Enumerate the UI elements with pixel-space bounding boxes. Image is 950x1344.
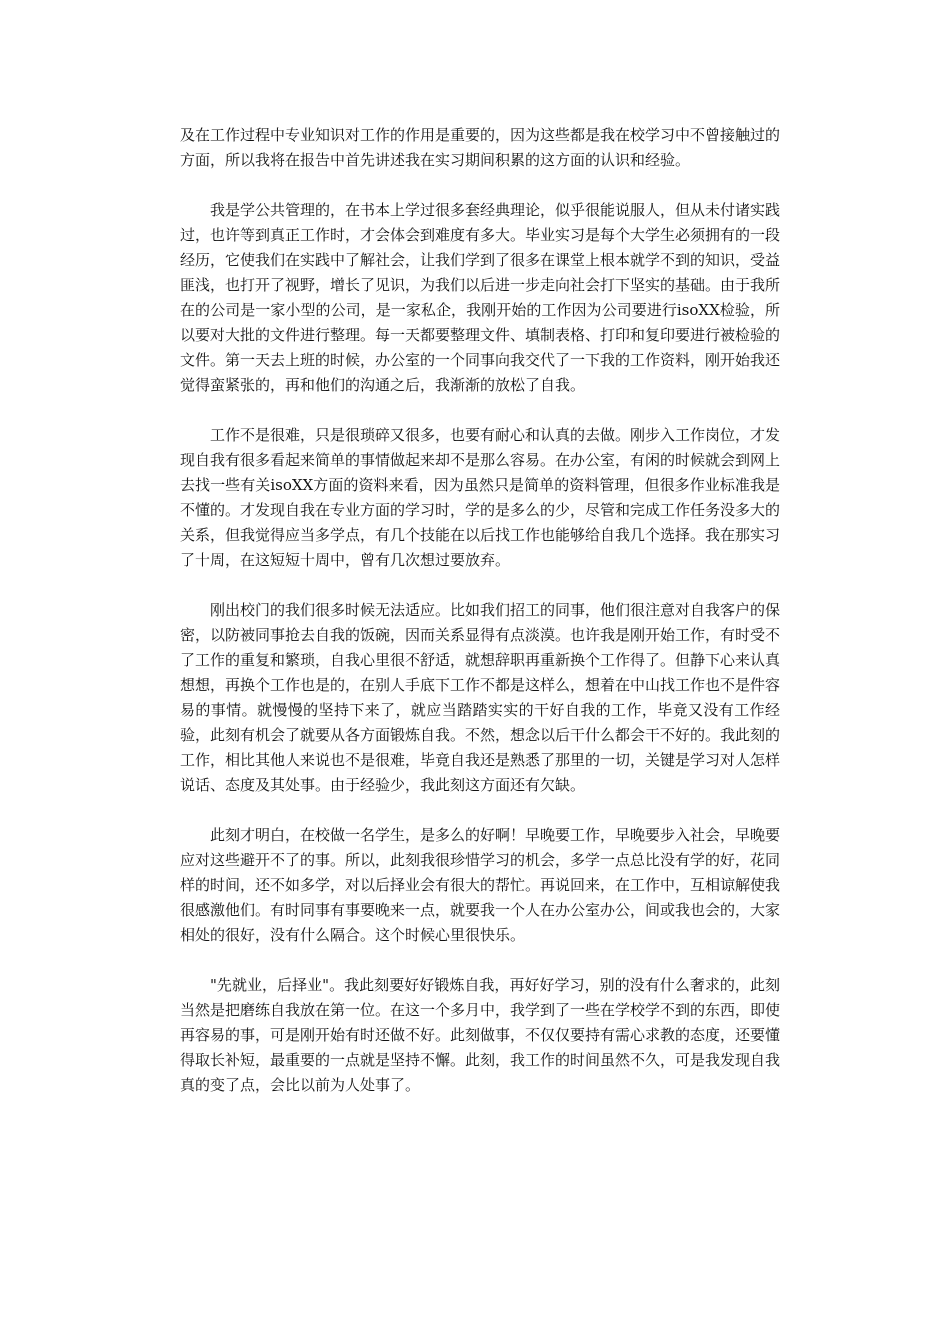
paragraph-3: 工作不是很难，只是很琐碎又很多，也要有耐心和认真的去做。刚步入工作岗位，才发现自我有很多看起来简单的事情做起来却不是那么容易。在办公室，有闲的时候就会到网上去找一些有关isoXX方面的资料来看，因为虽然只是简单的资料管理，但很多作业标准我是不懂的。才发现自我在专业方面的学习时，学的是多么的少，尽管和完成工作任务没多大的关系，但我觉得应当多学点，有几个技能在以后找工作也能够给自我几个选择。我在那实习了十周，在这短短十周中，曾有几次想过要放弃。	[180, 426, 781, 569]
document-body	[180, 123, 780, 1123]
paragraph-1: 及在工作过程中专业知识对工作的作用是重要的，因为这些都是我在校学习中不曾接触过的方面，所以我将在报告中首先讲述我在实习期间积累的这方面的认识和经验。	[180, 126, 781, 169]
paragraph-2: 我是学公共管理的，在书本上学过很多套经典理论，似乎很能说服人，但从未付诸实践过，也许等到真正工作时，才会体会到难度有多大。毕业实习是每个大学生必须拥有的一段经历，它使我们在实践中了解社会，让我们学到了很多在课堂上根本就学不到的知识，受益匪浅，也打开了视野，增长了见识，为我们以后进一步走向社会打下坚实的基础。由于我所在的公司是一家小型的公司，是一家私企，我刚开始的工作因为公司要进行isoXX检验，所以要对大批的文件进行整理。每一天都要整理文件、填制表格、打印和复印要进行被检验的文件。第一天去上班的时候，办公室的一个同事向我交代了一下我的工作资料，刚开始我还觉得蛮紧张的，再和他们的沟通之后，我渐渐的放松了自我。	[180, 201, 781, 394]
paragraph-5: 此刻才明白，在校做一名学生，是多么的好啊！早晚要工作，早晚要步入社会，早晚要应对这些避开不了的事。所以，此刻我很珍惜学习的机会，多学一点总比没有学的好，花同样的时间，还不如多学，对以后择业会有很大的帮忙。再说回来，在工作中，互相谅解使我很感激他们。有时同事有事要晚来一点，就要我一个人在办公室办公，间或我也会的，大家相处的很好，没有什么隔合。这个时候心里很快乐。	[180, 826, 781, 944]
paragraph-4: 刚出校门的我们很多时候无法适应。比如我们招工的同事，他们很注意对自我客户的保密，以防被同事抢去自我的饭碗，因而关系显得有点淡漠。也许我是刚开始工作，有时受不了工作的重复和繁琐，自我心里很不舒适，就想辞职再重新换个工作得了。但静下心来认真想想，再换个工作也是的，在别人手底下工作不都是这样么，想着在中山找工作也不是件容易的事情。就慢慢的坚持下来了，就应当踏踏实实的干好自我的工作，毕竟又没有工作经验，此刻有机会了就要从各方面锻炼自我。不然，想念以后干什么都会干不好的。我此刻的工作，相比其他人来说也不是很难，毕竟自我还是熟悉了那里的一切，关键是学习对人怎样说话、态度及其处事。由于经验少，我此刻这方面还有欠缺。	[180, 601, 781, 794]
paragraph-6: "先就业，后择业"。我此刻要好好锻炼自我，再好好学习，别的没有什么奢求的，此刻当然是把磨练自我放在第一位。在这一个多月中，我学到了一些在学校学不到的东西，即使再容易的事，可是刚开始有时还做不好。此刻做事，不仅仅要持有需心求教的态度，还要懂得取长补短，最重要的一点就是坚持不懈。此刻，我工作的时间虽然不久，可是我发现自我真的变了点，会比以前为人处事了。	[180, 976, 781, 1094]
